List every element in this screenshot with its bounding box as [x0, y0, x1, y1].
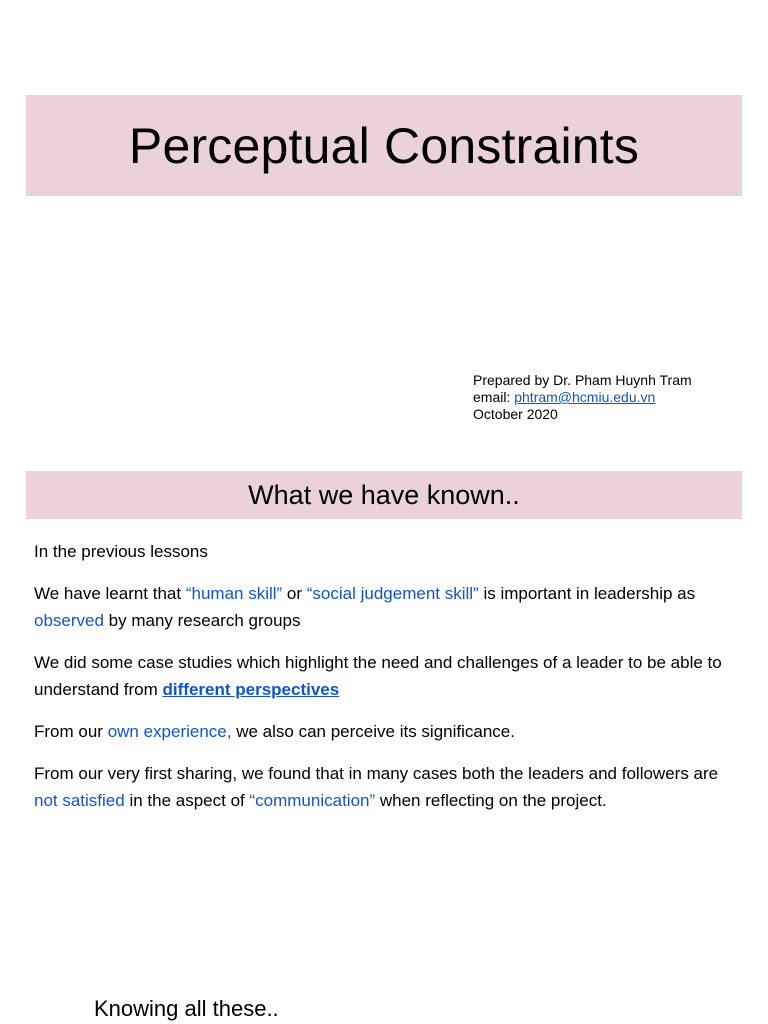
text-run: or: [282, 584, 307, 603]
date: October 2020: [473, 406, 558, 422]
email-label: email:: [473, 389, 515, 405]
text-run: we also can perceive its significance.: [231, 722, 515, 741]
credits-block: [473, 372, 692, 423]
closing-heading: Knowing all these..: [94, 996, 279, 1021]
text-run: From our: [34, 722, 108, 741]
section-body: [34, 538, 744, 829]
email-link[interactable]: phtram@hcmiu.edu.vn: [514, 389, 656, 405]
paragraph-previous-lessons: In the previous lessons: [34, 542, 208, 561]
text-run: We have learnt that: [34, 584, 186, 603]
section-heading: What we have known..: [248, 479, 520, 510]
highlight-communication: “communication”: [249, 791, 376, 810]
paragraph-human-skill: [34, 580, 744, 634]
highlight-human-skill: “human skill”: [185, 584, 283, 603]
different-perspectives-link[interactable]: different perspectives: [162, 680, 340, 699]
paragraph-case-studies: [34, 649, 744, 703]
section-banner: [26, 471, 742, 519]
highlight-not-satisfied: not satisfied: [34, 791, 125, 810]
paragraph-first-sharing: [34, 760, 744, 814]
text-run: when reflecting on the project.: [375, 791, 607, 810]
highlight-observed: observed: [34, 611, 104, 630]
text-run: is important in leadership as: [478, 584, 696, 603]
text-run: in the aspect of: [124, 791, 250, 810]
highlight-social-judgement-skill: “social judgement skill”: [306, 584, 479, 603]
highlight-own-experience: own experience,: [107, 722, 232, 741]
page-title: Perceptual Constraints: [128, 117, 640, 174]
text-run: We did some case studies which highlight the need and challenges of a leader to be able to understand from: [34, 653, 722, 699]
email-line: [473, 389, 692, 406]
title-banner: [26, 95, 742, 196]
paragraph-own-experience: [34, 718, 744, 745]
prepared-by: Prepared by Dr. Pham Huynh Tram: [473, 372, 692, 388]
text-run: by many research groups: [103, 611, 301, 630]
text-run: From our very first sharing, we found that in many cases both the leaders and followers are: [34, 764, 719, 783]
